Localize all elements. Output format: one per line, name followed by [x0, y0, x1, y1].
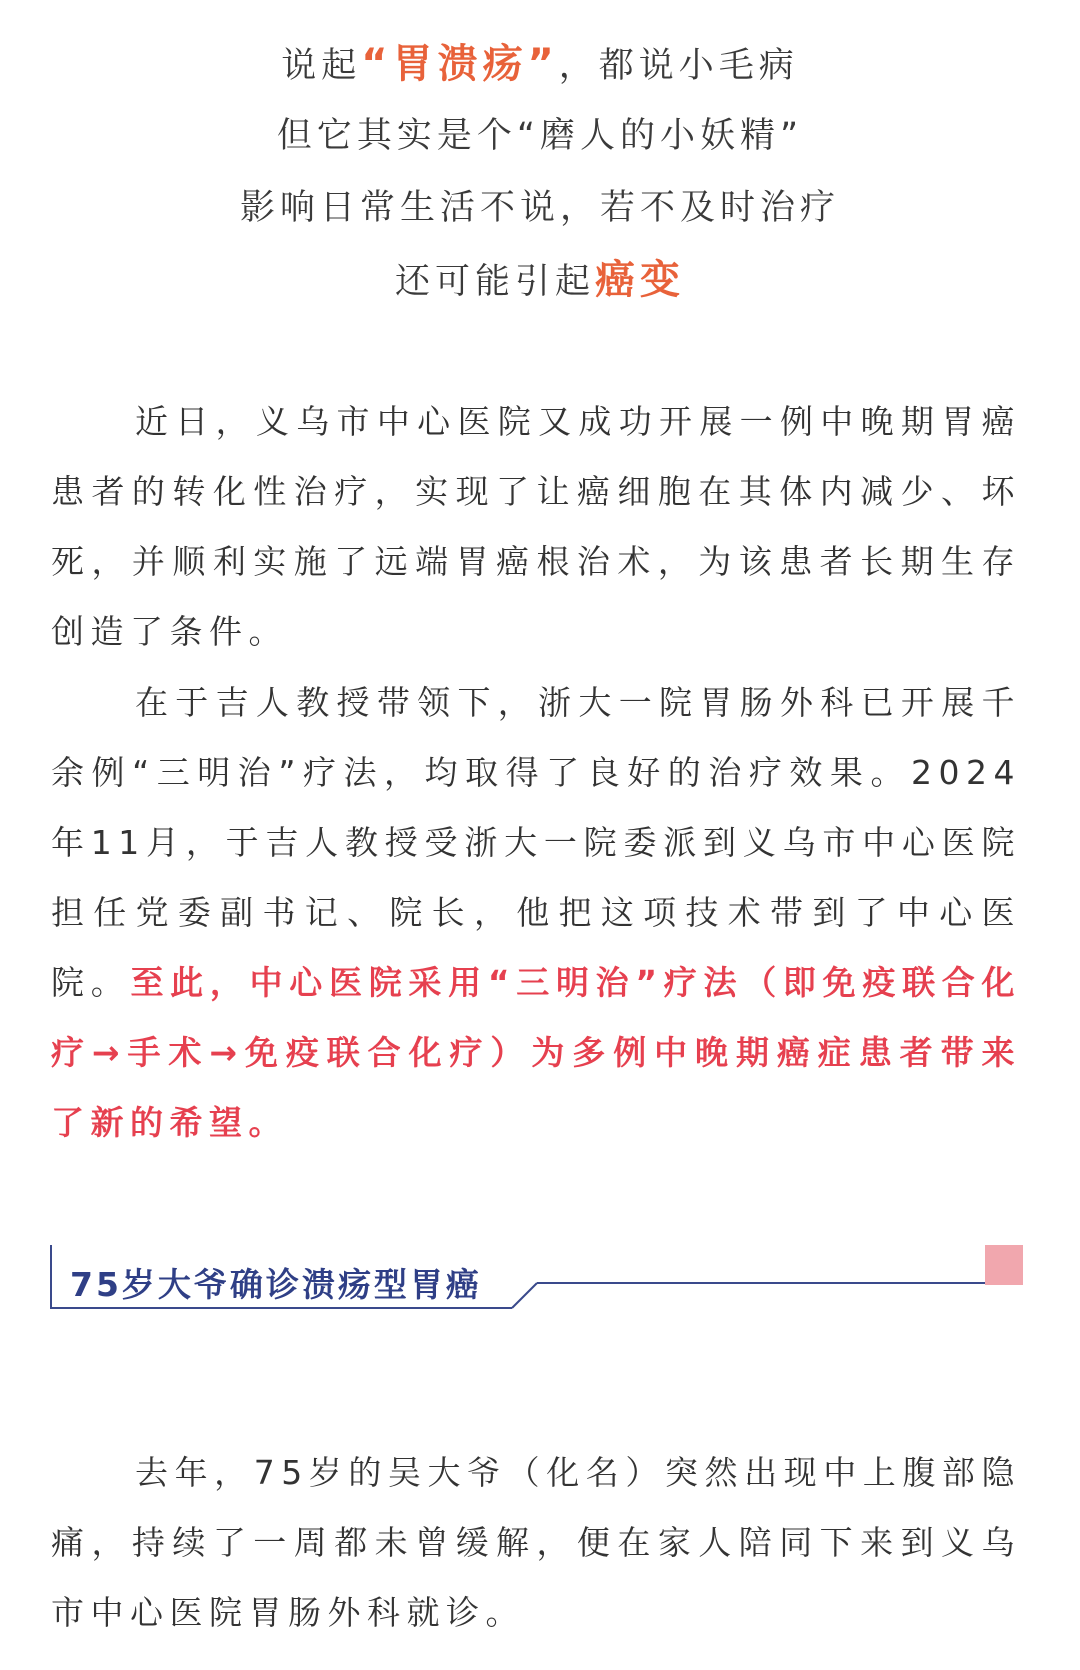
- body-paragraph-1: 近日，义乌市中心医院又成功开展一例中晚期胃癌患者的转化性治疗，实现了让癌细胞在其体内减少、坏死，并顺利实施了远端胃癌根治术，为该患者长期生存创造了条件。: [51, 402, 1021, 651]
- intro-block: [0, 28, 1080, 316]
- intro-line-4-pre: 还可能引起: [394, 262, 595, 302]
- intro-line-3: 影响日常生活不说，若不及时治疗: [239, 188, 840, 228]
- body-paragraph-3: 去年，75岁的吴大爷（化名）突然出现中上腹部隐痛，持续了一周都未曾缓解，便在家人陪同下来到义乌市中心医院胃肠外科就诊。: [51, 1453, 1021, 1632]
- intro-line-4: [0, 244, 1080, 316]
- body-paragraph-2: [51, 668, 1021, 1158]
- section-header: [50, 1245, 1030, 1335]
- body-paragraph-2-highlight: 至此，中心医院采用“三明治”疗法（即免疫联合化疗→手术→免疫联合化疗）为多例中晚期癌症患者带来了新的希望。: [51, 963, 1021, 1142]
- intro-highlight-gastric-ulcer: “胃溃疡”: [361, 41, 559, 87]
- section-title: 75岁大爷确诊溃疡型胃癌: [70, 1265, 482, 1304]
- section-corner-block: [985, 1245, 1023, 1285]
- intro-highlight-cancer: 癌变: [595, 257, 685, 303]
- intro-line-1-pre: 说起: [281, 46, 362, 86]
- intro-line-2: 但它其实是个“磨人的小妖精”: [276, 116, 804, 156]
- intro-line-1-post: ，都说小毛病: [558, 46, 799, 86]
- intro-line-1: [0, 28, 1080, 100]
- body-paragraph-2-text: 在于吉人教授带领下，浙大一院胃肠外科已开展千余例“三明治”疗法，均取得了良好的治疗效果。2024年11月，于吉人教授受浙大一院委派到义乌市中心医院担任党委副书记、院长，他把这项技术带到了中心医院。: [51, 683, 1021, 1002]
